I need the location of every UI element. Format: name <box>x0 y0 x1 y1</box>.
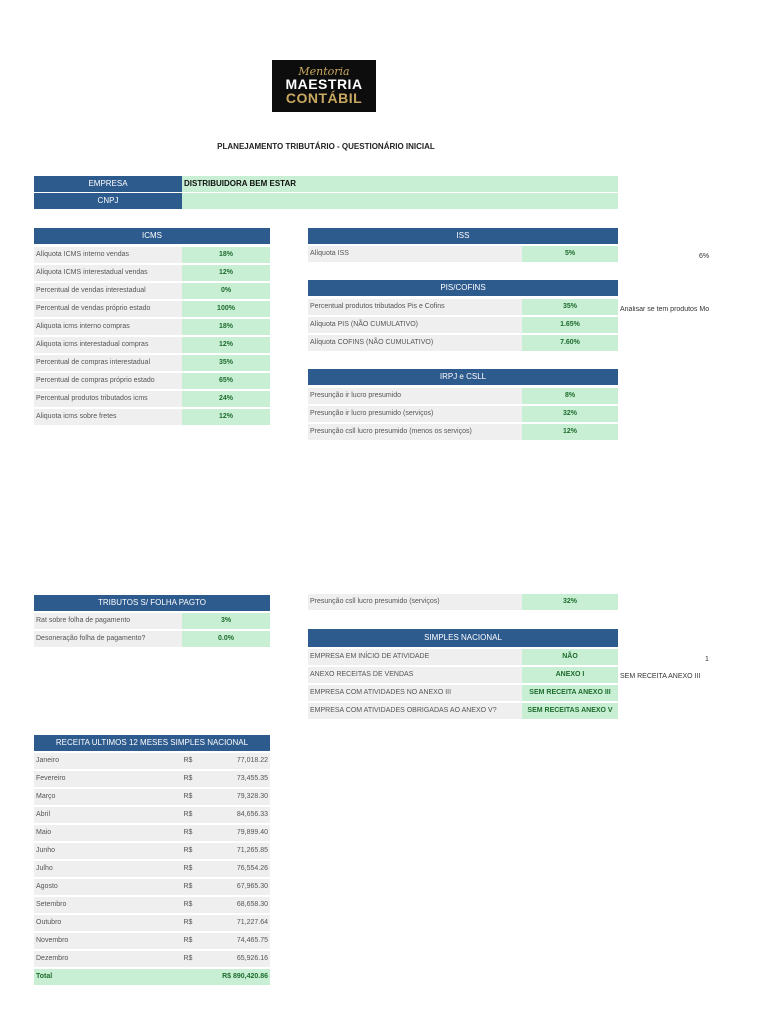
currency-label: R$ <box>179 843 212 859</box>
amount-value[interactable]: 67,965.30 <box>213 879 270 895</box>
amount-value[interactable]: 65,926.16 <box>213 951 270 967</box>
table-row <box>34 879 270 895</box>
row-value[interactable]: 24% <box>182 391 270 407</box>
table-row <box>308 649 618 665</box>
logo-line-2: CONTÁBIL <box>285 90 363 106</box>
row-value[interactable]: 35% <box>522 299 618 315</box>
simples-header: SIMPLES NACIONAL <box>308 629 618 647</box>
row-label: Presunção csll lucro presumido (serviços) <box>308 594 522 610</box>
table-row <box>34 265 270 281</box>
amount-value[interactable]: 74,465.75 <box>213 933 270 949</box>
pis-cofins-header: PIS/COFINS <box>308 280 618 296</box>
table-row <box>308 317 618 333</box>
table-row <box>34 771 270 787</box>
table-row <box>308 703 618 719</box>
row-label: Percentual produtos tributados Pis e Cofins <box>308 299 522 315</box>
pis-cofins-table <box>308 280 618 353</box>
month-label: Maio <box>34 825 179 841</box>
table-row <box>34 319 270 335</box>
row-value[interactable]: NÃO <box>522 649 618 665</box>
folha-header: TRIBUTOS S/ FOLHA PAGTO <box>34 595 270 611</box>
table-row <box>34 631 270 647</box>
amount-value[interactable]: 77,018.22 <box>213 753 270 769</box>
table-row <box>34 861 270 877</box>
month-label: Junho <box>34 843 179 859</box>
currency-label: R$ <box>179 771 212 787</box>
row-label: Percentual de vendas interestadual <box>34 283 182 299</box>
row-label: EMPRESA COM ATIVIDADES OBRIGADAS AO ANEXO V? <box>308 703 522 719</box>
row-label: Percentual de compras interestadual <box>34 355 182 371</box>
month-label: Abril <box>34 807 179 823</box>
amount-value[interactable]: 79,328.30 <box>213 789 270 805</box>
currency-label: R$ <box>179 933 212 949</box>
currency-label: R$ <box>179 879 212 895</box>
currency-label: R$ <box>179 897 212 913</box>
row-value[interactable]: 32% <box>522 594 618 610</box>
irpj-csll-header: IRPJ e CSLL <box>308 369 618 385</box>
table-row <box>308 388 618 404</box>
currency-label: R$ <box>179 915 212 931</box>
table-row <box>34 337 270 353</box>
table-row <box>308 335 618 351</box>
row-label: Aliquota icms sobre fretes <box>34 409 182 425</box>
receita-table <box>34 735 270 987</box>
row-value[interactable]: SEM RECEITA ANEXO III <box>522 685 618 701</box>
row-label: Alíquota ISS <box>308 246 522 262</box>
table-row <box>34 283 270 299</box>
row-label: Presunção csll lucro presumido (menos os serviços) <box>308 424 522 440</box>
row-value[interactable]: 32% <box>522 406 618 422</box>
month-label: Novembro <box>34 933 179 949</box>
empresa-block <box>34 176 618 211</box>
row-value[interactable]: 12% <box>182 337 270 353</box>
cnpj-field[interactable] <box>182 193 618 209</box>
table-row <box>34 933 270 949</box>
row-label: Percentual de vendas próprio estado <box>34 301 182 317</box>
row-label: Aliquota icms interno compras <box>34 319 182 335</box>
currency-label: R$ <box>179 951 212 967</box>
month-label: Setembro <box>34 897 179 913</box>
iss-side-note: 6% <box>699 253 710 260</box>
row-value[interactable]: 12% <box>182 265 270 281</box>
table-row <box>34 789 270 805</box>
amount-value[interactable]: 71,265.85 <box>213 843 270 859</box>
row-label: Desoneração folha de pagamento? <box>34 631 182 647</box>
row-value[interactable]: 35% <box>182 355 270 371</box>
row-label: Alíquota PIS (NÃO CUMULATIVO) <box>308 317 522 333</box>
row-label: EMPRESA COM ATIVIDADES NO ANEXO III <box>308 685 522 701</box>
amount-value[interactable]: 71,227.64 <box>213 915 270 931</box>
icms-table <box>34 228 270 427</box>
row-label: Alíquota ICMS interestadual vendas <box>34 265 182 281</box>
row-value[interactable]: SEM RECEITAS ANEXO V <box>522 703 618 719</box>
table-row <box>34 951 270 967</box>
amount-value[interactable]: 68,658.30 <box>213 897 270 913</box>
simples-side-note-2: SEM RECEITA ANEXO III <box>620 673 701 680</box>
iss-header: ISS <box>308 228 618 244</box>
table-row <box>34 753 270 769</box>
row-value[interactable]: 1.65% <box>522 317 618 333</box>
empresa-label: EMPRESA <box>34 176 182 192</box>
row-value[interactable]: 18% <box>182 319 270 335</box>
iss-table <box>308 228 618 264</box>
month-label: Janeiro <box>34 753 179 769</box>
logo-script: Mentoria <box>298 65 350 78</box>
csll-servicos-row <box>308 594 618 612</box>
row-value[interactable]: 12% <box>522 424 618 440</box>
table-row <box>34 843 270 859</box>
row-label: Presunção ir lucro presumido <box>308 388 522 404</box>
empresa-field[interactable]: DISTRIBUIDORA BEM ESTAR <box>182 176 618 192</box>
row-value[interactable]: 3% <box>182 613 270 629</box>
icms-header: ICMS <box>34 228 270 244</box>
month-label: Março <box>34 789 179 805</box>
table-row <box>34 807 270 823</box>
month-label: Fevereiro <box>34 771 179 787</box>
table-row <box>308 424 618 440</box>
row-value[interactable]: 0.0% <box>182 631 270 647</box>
currency-label: R$ <box>179 825 212 841</box>
month-label: Dezembro <box>34 951 179 967</box>
month-label: Agosto <box>34 879 179 895</box>
amount-value[interactable]: 79,899.40 <box>213 825 270 841</box>
row-value[interactable]: 18% <box>182 247 270 263</box>
table-row <box>308 685 618 701</box>
simples-table <box>308 629 618 721</box>
table-row <box>308 406 618 422</box>
cnpj-label: CNPJ <box>34 193 182 209</box>
table-row <box>308 299 618 315</box>
row-value[interactable]: 100% <box>182 301 270 317</box>
row-value[interactable]: 8% <box>522 388 618 404</box>
row-value[interactable]: 7.60% <box>522 335 618 351</box>
row-label: Alíquota COFINS (NÃO CUMULATIVO) <box>308 335 522 351</box>
row-label: ANEXO RECEITAS DE VENDAS <box>308 667 522 683</box>
table-row <box>34 373 270 389</box>
table-row <box>34 391 270 407</box>
row-label: Percentual produtos tributados icms <box>34 391 182 407</box>
total-row <box>34 969 270 985</box>
irpj-csll-table <box>308 369 618 442</box>
pis-cofins-side-note: Analisar se tem produtos Mo <box>620 306 710 313</box>
currency-label: R$ <box>179 807 212 823</box>
logo <box>272 60 376 112</box>
total-label: Total <box>34 969 182 985</box>
table-row <box>308 246 618 262</box>
month-label: Outubro <box>34 915 179 931</box>
table-row <box>308 667 618 683</box>
table-row <box>34 409 270 425</box>
row-label: Percentual de compras próprio estado <box>34 373 182 389</box>
currency-label: R$ <box>179 753 212 769</box>
amount-value[interactable]: 73,455.35 <box>213 771 270 787</box>
table-row <box>34 247 270 263</box>
currency-label: R$ <box>179 861 212 877</box>
table-row <box>34 897 270 913</box>
row-value[interactable]: 65% <box>182 373 270 389</box>
month-label: Julho <box>34 861 179 877</box>
table-row <box>34 915 270 931</box>
table-row <box>34 301 270 317</box>
table-row <box>34 355 270 371</box>
amount-value[interactable]: 76,554.26 <box>213 861 270 877</box>
table-row <box>34 613 270 629</box>
row-value[interactable]: ANEXO I <box>522 667 618 683</box>
receita-header: RECEITA ULTIMOS 12 MESES SIMPLES NACIONAL <box>34 735 270 751</box>
row-label: Alíquota ICMS interno vendas <box>34 247 182 263</box>
total-value: R$ 890,420.86 <box>182 969 270 985</box>
row-value[interactable]: 12% <box>182 409 270 425</box>
row-label: Aliquota icms interestadual compras <box>34 337 182 353</box>
table-row <box>34 825 270 841</box>
page-title: PLANEJAMENTO TRIBUTÁRIO - QUESTIONÁRIO INICIAL <box>217 142 435 151</box>
logo-line-1: MAESTRIA <box>285 76 363 92</box>
row-value[interactable]: 0% <box>182 283 270 299</box>
row-label: Presunção ir lucro presumido (serviços) <box>308 406 522 422</box>
currency-label: R$ <box>179 789 212 805</box>
amount-value[interactable]: 84,656.33 <box>213 807 270 823</box>
row-value[interactable]: 5% <box>522 246 618 262</box>
folha-table <box>34 595 270 649</box>
simples-side-note-1: 1 <box>705 656 709 663</box>
row-label: EMPRESA EM INÍCIO DE ATIVIDADE <box>308 649 522 665</box>
row-label: Rat sobre folha de pagamento <box>34 613 182 629</box>
